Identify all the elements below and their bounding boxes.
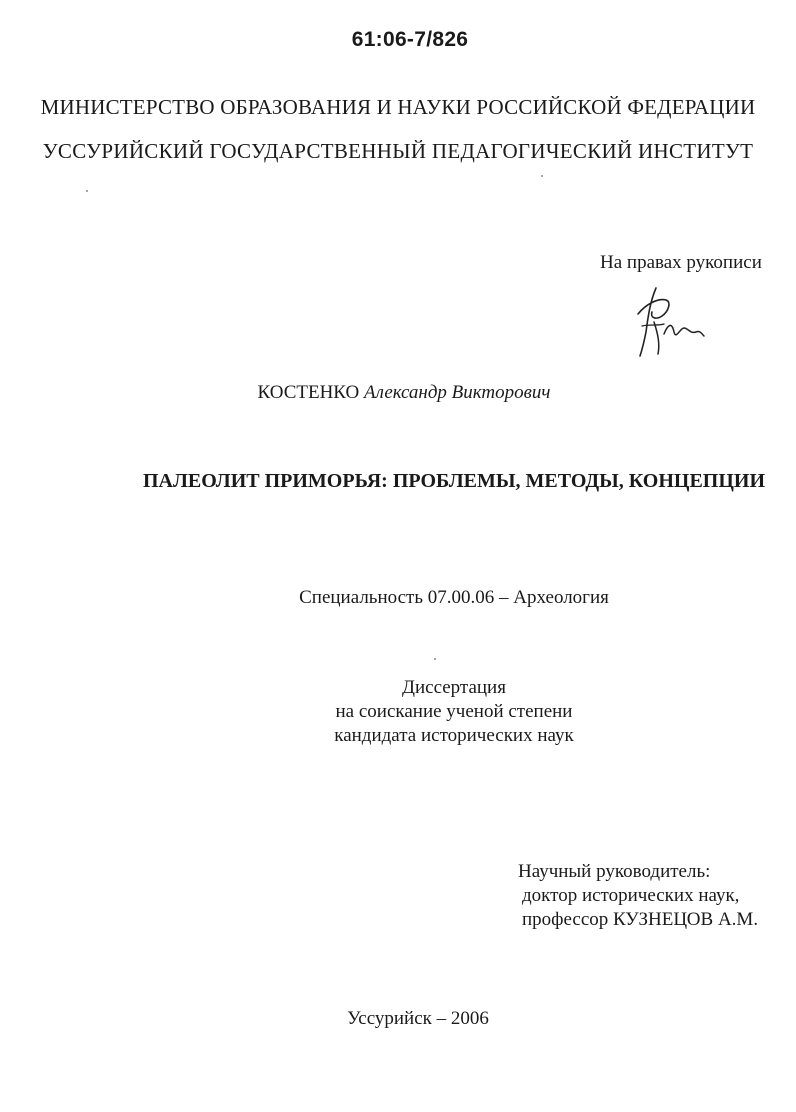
signature-mark: [628, 282, 708, 362]
scan-speck: [541, 175, 543, 177]
author-name: [0, 382, 796, 404]
author-given-name: Александр Викторович: [363, 382, 551, 403]
supervisor-block: [518, 860, 758, 932]
place-year: Уссурийск – 2006: [347, 1008, 489, 1029]
ministry-heading: МИНИСТЕРСТВО ОБРАЗОВАНИЯ И НАУКИ РОССИЙСКОЙ ФЕДЕРАЦИИ: [40, 95, 756, 119]
degree-block: [0, 676, 796, 748]
degree-line-3: кандидата исторических наук: [334, 725, 574, 746]
degree-line-1: Диссертация: [402, 677, 506, 698]
scan-speck: [434, 658, 436, 660]
dissertation-title: ПАЛЕОЛИТ ПРИМОРЬЯ: ПРОБЛЕМЫ, МЕТОДЫ, КОНЦЕПЦИИ: [142, 470, 766, 492]
supervisor-line-2: доктор исторических наук,: [522, 885, 740, 906]
supervisor-line-1: Научный руководитель:: [518, 861, 711, 882]
degree-line-2: на соискание ученой степени: [335, 701, 573, 722]
catalog-number: 61:06-7/826: [351, 28, 469, 51]
scan-speck: [86, 190, 88, 192]
specialty-line: Специальность 07.00.06 – Археология: [299, 587, 609, 608]
author-surname: КОСТЕНКО: [257, 382, 360, 403]
supervisor-line-3: профессор КУЗНЕЦОВ А.М.: [522, 909, 759, 930]
institute-heading: УССУРИЙСКИЙ ГОСУДАРСТВЕННЫЙ ПЕДАГОГИЧЕСКИЙ ИНСТИТУТ: [42, 139, 754, 163]
rights-note: На правах рукописи: [600, 252, 762, 273]
